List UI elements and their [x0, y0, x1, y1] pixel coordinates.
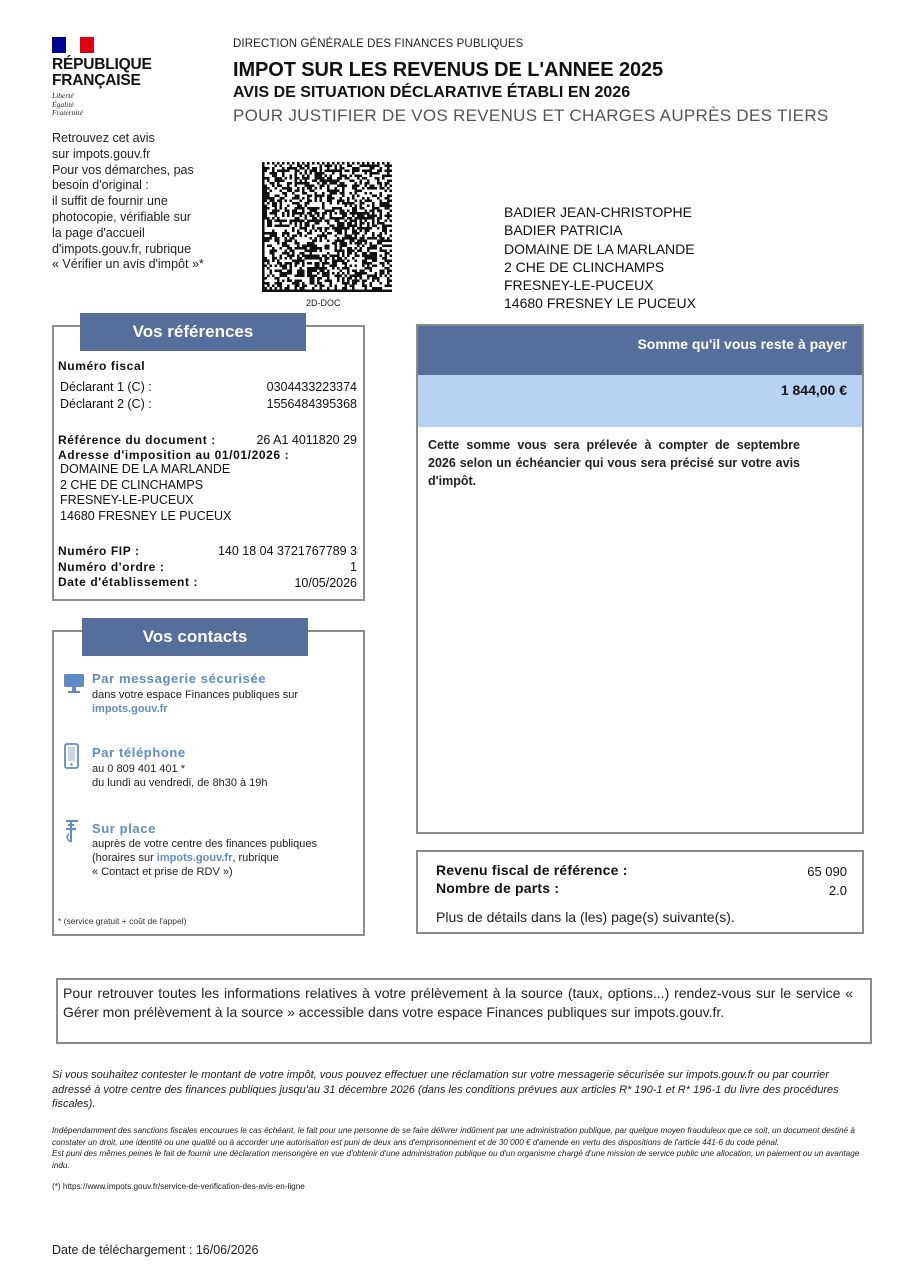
payment-description: Cette somme vous sera prélevée à compter de septembre 2026 selon un échéancier qui vous sera précisé sur votre avis d'impôt.: [428, 438, 800, 488]
tax-address-line: 2 CHE DE CLINCHAMPS: [60, 477, 204, 492]
intro-text: [52, 131, 204, 273]
parts-value: 2.0: [828, 883, 847, 898]
recipient-line: DOMAINE DE LA MARLANDE: [504, 240, 695, 257]
declarant1-value: 0304433223374: [266, 380, 357, 394]
contacts-tab: Vos contacts: [82, 618, 308, 656]
rfr-value: 65 090: [807, 864, 847, 879]
document-reference-value: 26 A1 4011820 29: [256, 433, 357, 447]
logo-line-1: RÉPUBLIQUE: [52, 56, 152, 73]
document-subtitle: AVIS DE SITUATION DÉCLARATIVE ÉTABLI EN 2026: [233, 84, 631, 101]
intro-line: Retrouvez cet avis: [52, 131, 155, 145]
order-number-label: Numéro d'ordre :: [58, 560, 165, 574]
payment-header: [418, 326, 862, 375]
verification-url[interactable]: (*) https://www.impots.gouv.fr/service-de-verification-des-avis-en-ligne: [52, 1182, 305, 1191]
document-purpose: POUR JUSTIFIER DE VOS REVENUS ET CHARGES AUPRÈS DES TIERS: [233, 106, 829, 125]
issue-date-label: Date d'établissement :: [58, 575, 199, 589]
qr-caption: 2D-DOC: [306, 298, 341, 308]
issue-date-value: 10/05/2026: [294, 576, 357, 590]
french-flag-logo: [52, 37, 94, 53]
tax-address-label: Adresse d'imposition au 01/01/2026 :: [58, 448, 290, 462]
recipient-line: FRESNEY-LE-PUCEUX: [504, 277, 654, 294]
recipient-address: [504, 203, 696, 313]
intro-line: photocopie, vérifiable sur: [52, 209, 191, 224]
direction-label: DIRECTION GÉNÉRALE DES FINANCES PUBLIQUES: [233, 38, 524, 50]
motto-egalite: Égalité: [52, 99, 74, 109]
download-date: Date de téléchargement : 16/06/2026: [52, 1243, 259, 1257]
contest-notice: Si vous souhaitez contester le montant de votre impôt, vous pouvez effectuer une réclamation sur votre messagerie sécurisée sur impots.gouv.fr ou par courrier adressé à votre centre des finances publiques jusqu'au 31 décembre 2026 (dans les conditions prévues aux articles R* 190-1 et R* 196-1 du livre des procédures fiscales).: [52, 1069, 839, 1110]
order-number-value: 1: [350, 560, 357, 574]
recipient-line: BADIER PATRICIA: [504, 222, 623, 239]
rfr-label: Revenu fiscal de référence :: [436, 862, 628, 878]
intro-line: la page d'accueil: [52, 225, 145, 240]
in-person-line-2: [92, 851, 279, 866]
declarant2-value: 1556484395368: [266, 397, 357, 411]
fip-number-value: 140 18 04 3721767789 3: [217, 544, 357, 558]
phone-hours: du lundi au vendredi, de 8h30 à 19h: [92, 777, 268, 789]
recipient-line: BADIER JEAN-CHRISTOPHE: [504, 204, 692, 220]
fip-number-label: Numéro FIP :: [58, 544, 140, 558]
tax-address-line: FRESNEY-LE-PUCEUX: [60, 493, 194, 507]
in-person-rubrique: , rubrique: [232, 852, 279, 864]
motto-fraternite: Fraternité: [52, 108, 83, 117]
intro-line: d'impots.gouv.fr, rubrique: [52, 241, 192, 256]
republique-francaise-logo: [52, 57, 152, 89]
recipient-line: 2 CHE DE CLINCHAMPS: [504, 258, 665, 275]
impots-gouv-link[interactable]: impots.gouv.fr: [92, 703, 168, 715]
tax-address: [60, 462, 231, 524]
legal-notice-paragraph-1: Indépendamment des sanctions fiscales encourues le cas échéant, le fait pour une personne de se faire délivrer indûment par une administration publique, par quelque moyen frauduleux que ce soit, un document destiné à constater un droit, une identité ou une qualité ou à accorder une autorisation est puni de deux ans d'emprisonnement et de 30 000 € d'amende en vertu des dispositions de l'article 441-6 du code pénal.: [52, 1126, 855, 1147]
payment-header-label: Somme qu'il vous reste à payer: [637, 336, 847, 352]
intro-line: il suffit de fournir une: [52, 194, 168, 209]
parts-label: Nombre de parts :: [436, 880, 560, 896]
intro-line: sur impots.gouv.fr: [52, 146, 151, 161]
legal-notice: [52, 1125, 864, 1172]
in-person-hours-prefix: (horaires sur: [92, 852, 157, 864]
intro-line: besoin d'original :: [52, 178, 149, 193]
fiscal-number-label: Numéro fiscal: [58, 359, 146, 373]
logo-line-2: FRANÇAISE: [52, 72, 141, 89]
details-note: Plus de détails dans la (les) page(s) suivante(s).: [436, 909, 735, 925]
phone-number: au 0 809 401 401 *: [92, 763, 185, 775]
phone-title: Par téléphone: [92, 745, 186, 760]
in-person-line-3: « Contact et prise de RDV »): [92, 866, 233, 878]
in-person-title: Sur place: [92, 821, 156, 836]
intro-line: « Vérifier un avis d'impôt »*: [52, 257, 204, 272]
impots-gouv-link[interactable]: impots.gouv.fr: [156, 852, 233, 864]
mobile-phone-icon: [64, 743, 80, 769]
document-reference-label: Référence du document :: [58, 433, 216, 447]
declarant1-label: Déclarant 1 (C) :: [60, 380, 152, 394]
finances-publiques-office-icon: [63, 818, 81, 844]
recipient-line: 14680 FRESNEY LE PUCEUX: [504, 295, 696, 312]
tax-address-line: 14680 FRESNEY LE PUCEUX: [60, 508, 232, 523]
references-tab: Vos références: [80, 313, 306, 351]
phone-cost-note: * (service gratuit + coût de l'appel): [58, 916, 187, 926]
tax-address-line: DOMAINE DE LA MARLANDE: [60, 462, 231, 476]
document-title: IMPOT SUR LES REVENUS DE L'ANNEE 2025: [233, 59, 664, 81]
motto-liberte: Liberté: [52, 91, 74, 100]
declarant2-label: Déclarant 2 (C) :: [60, 397, 152, 411]
payment-amount: 1 844,00 €: [780, 382, 847, 398]
secure-messaging-text: dans votre espace Finances publiques sur: [92, 689, 299, 701]
intro-line: Pour vos démarches, pas: [52, 162, 194, 177]
payment-amount-band: [418, 375, 862, 427]
withholding-info-text: Pour retrouver toutes les informations relatives à votre prélèvement à la source (taux, options...) rendez-vous sur le service « Gérer mon prélèvement à la source » accessible dans votre espace Finances publiques sur impots.gouv.fr.: [63, 985, 853, 1020]
computer-monitor-icon: [63, 672, 85, 694]
legal-notice-paragraph-2: Est puni des mêmes peines le fait de fournir une déclaration mensongère en vue d'obtenir d'une administration publique ou d'un organisme chargé d'une mission de service public une allocation, un paiement ou un avantage indu.: [52, 1149, 860, 1171]
datamatrix-2d-doc-code: [262, 162, 392, 292]
in-person-line-1: auprès de votre centre des finances publiques: [92, 838, 318, 850]
motto: [52, 92, 83, 118]
secure-messaging-title: Par messagerie sécurisée: [92, 671, 267, 686]
